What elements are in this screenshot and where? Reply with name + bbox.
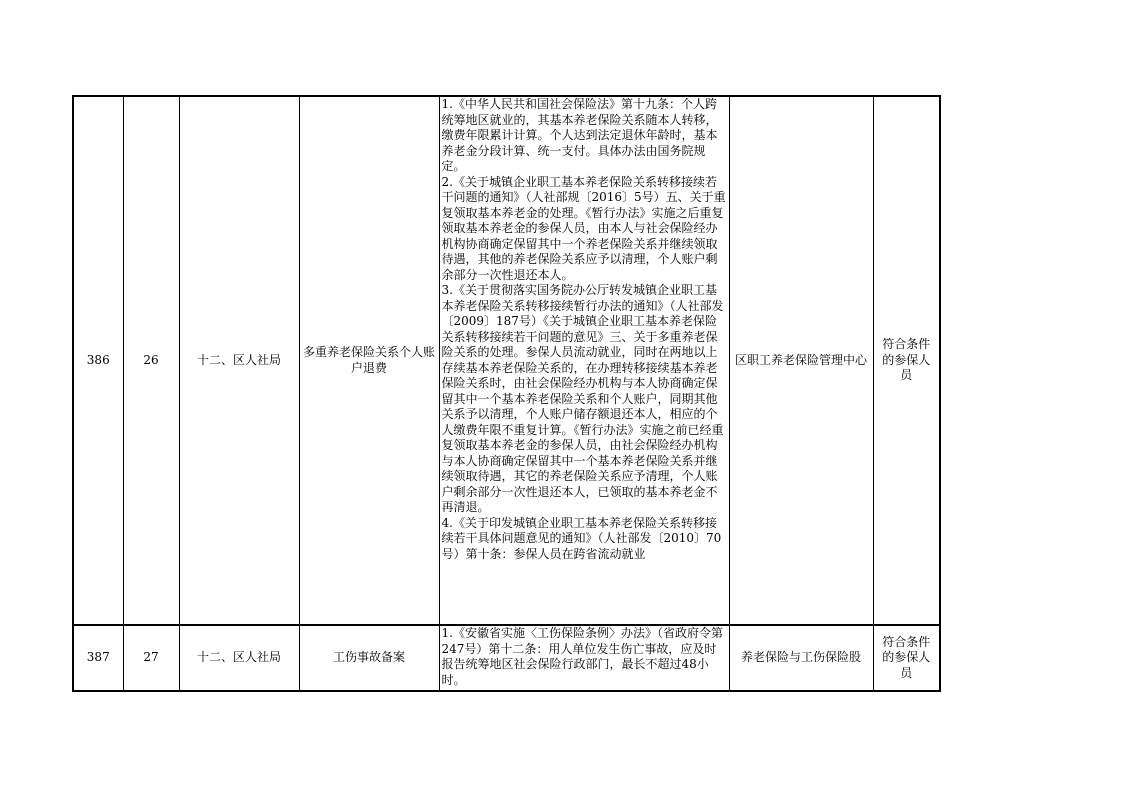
responsible-unit-cell: 养老保险与工伤保险股 [729, 625, 873, 691]
sub-seq-cell: 26 [123, 96, 179, 625]
legal-basis-text: 1.《安徽省实施〈工伤保险条例〉办法》（省政府令第247号）第十二条：用人单位发生伤亡事故，应及时报告统筹地区社会保险行政部门，最长不超过48小时。 [441, 626, 723, 687]
legal-basis-text: 1.《中华人民共和国社会保险法》第十九条：个人跨统筹地区就业的，其基本养老保险关系随本人转移，缴费年限累计计算。个人达到法定退休年龄时，基本养老金分段计算、统一支付。具体办法由国务院规定。 2.《关于城镇企业职工基本养老保险关系转移接续若干问题的通知》（人社部规〔2016〕5号）五、关于重复领取基本养老金的处理。《暂行办法》实施之后重复领取基本养老金的参保人员，由本人与社会保险经办机构协商确定保留其中一个养老保险关系并继续领取待遇，其他的养老保险关系应予以清理，个人账户剩余部分一次性退还本人。 3.《关于贯彻落实国务院办公厅转发城镇企业职工基本养老保险关系转移接续暂行办法的通知》（人社部发〔2009〕187号）《关于城镇企业职工基本养老保险关系转移接续若干问题的意见》三、关于多重养老保险关系的处理。参保人员流动就业，同时在两地以上存续基本养老保险关系的，在办理转移接续基本养老保险关系时，由社会保险经办机构与本人协商确定保留其中一个基本养老保险关系和个人账户，同期其他关系予以清理，个人账户储存额退还本人，相应的个人缴费年限不重复计算。《暂行办法》实施之前已经重复领取基本养老金的参保人员，由社会保险经办机构与本人协商确定保留其中一个基本养老保险关系并继续领取待遇，其它的养老保险关系应予清理，个人账户剩余部分一次性退还本人，已领取的基本养老金不再清退。 4.《关于印发城镇企业职工基本养老保险关系转移接续若干具体问题意见的通知》（人社部发〔2010〕70号）第十条：参保人员在跨省流动就业 [441, 97, 726, 561]
seq-cell: 387 [73, 625, 123, 691]
legal-basis-cell [439, 625, 729, 691]
table-row [73, 625, 940, 691]
table-row [73, 96, 940, 625]
service-target-cell: 符合条件的参保人员 [873, 625, 940, 691]
sub-seq-cell: 27 [123, 625, 179, 691]
department-cell: 十二、区人社局 [179, 96, 299, 625]
item-name-cell: 工伤事故备案 [299, 625, 439, 691]
seq-cell: 386 [73, 96, 123, 625]
department-cell: 十二、区人社局 [179, 625, 299, 691]
legal-basis-cell [439, 96, 729, 625]
responsible-unit-cell: 区职工养老保险管理中心 [729, 96, 873, 625]
service-items-table [72, 95, 941, 692]
service-target-cell: 符合条件的参保人员 [873, 96, 940, 625]
item-name-cell: 多重养老保险关系个人账户退费 [299, 96, 439, 625]
